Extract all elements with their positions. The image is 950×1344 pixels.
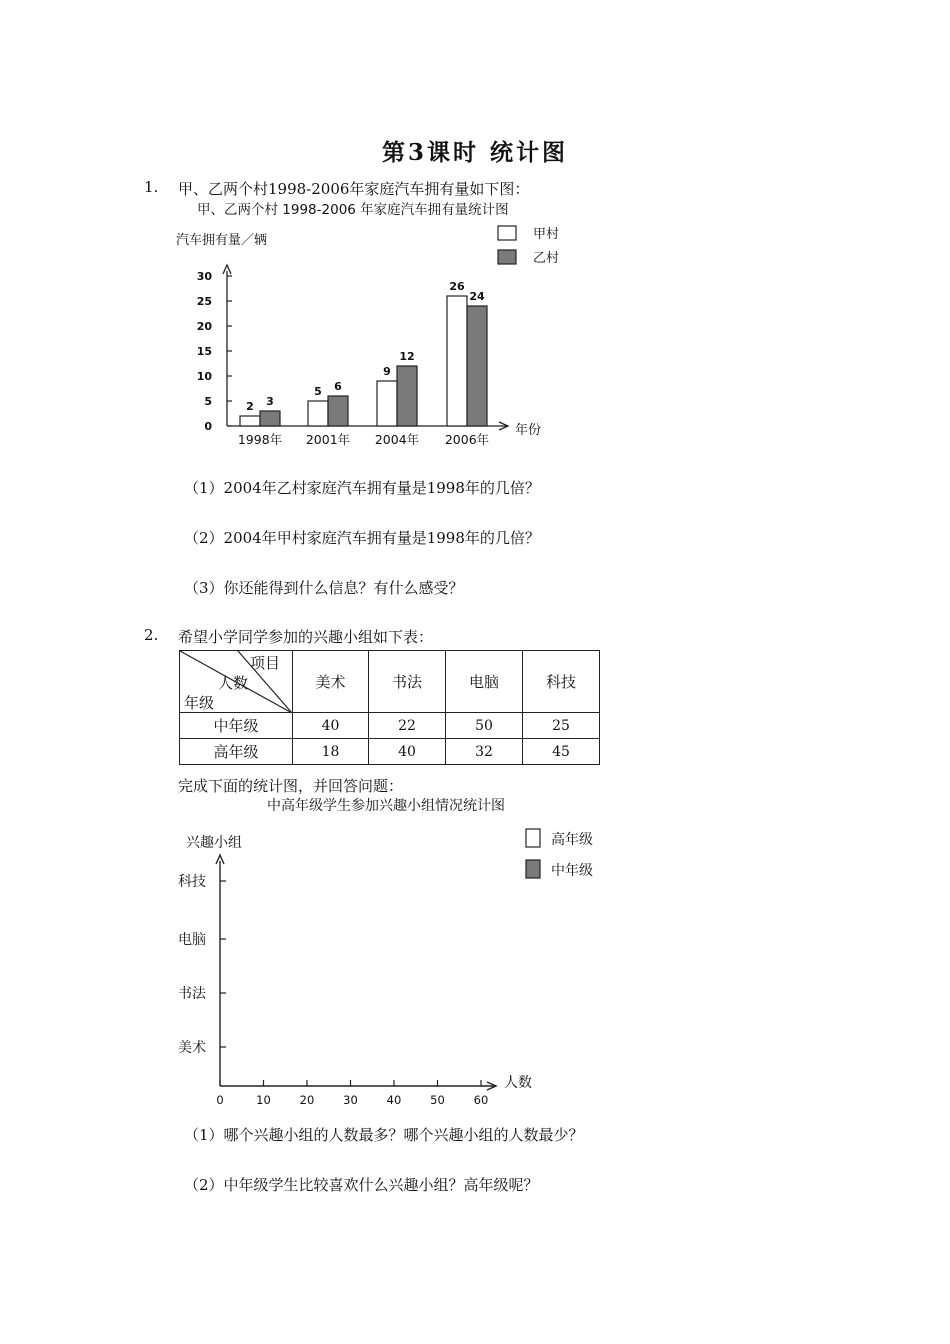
- table-corner-cell: [180, 651, 293, 713]
- x-tick-label: 2004年: [374, 432, 420, 447]
- x-tick-label: 2001年: [305, 432, 351, 447]
- table-cell: 18: [293, 739, 369, 765]
- q1-sub3: （3）你还能得到什么信息？有什么感受？: [184, 579, 464, 597]
- y-tick-label: 10: [196, 370, 212, 383]
- bar-value-label: 24: [469, 290, 485, 303]
- blank-interest-chart: [170, 793, 610, 1113]
- q1-number: 1.: [144, 178, 159, 196]
- blank-category-label: 电脑: [178, 932, 206, 948]
- blank-x-tick-label: 40: [386, 1093, 402, 1107]
- q1-sub1: （1）2004年乙村家庭汽车拥有量是1998年的几倍？: [184, 479, 540, 497]
- car-ownership-chart: [170, 196, 590, 458]
- table-header-computer: 电脑: [446, 651, 523, 713]
- table-cell: 22: [369, 713, 446, 739]
- y-tick-label: 0: [204, 420, 212, 433]
- table-cell: 32: [446, 739, 523, 765]
- row-label-middle: 中年级: [180, 713, 293, 739]
- y-tick-label: 30: [196, 270, 212, 283]
- q1-sub2: （2）2004年甲村家庭汽车拥有量是1998年的几倍？: [184, 529, 540, 547]
- bar-1-1: [328, 396, 348, 426]
- table-header-art: 美术: [293, 651, 369, 713]
- q1-text: 甲、乙两个村1998-2006年家庭汽车拥有量如下图：: [178, 180, 530, 198]
- blank-x-tick-label: 20: [299, 1093, 315, 1107]
- bar-0-3: [447, 296, 467, 426]
- table-row: [180, 739, 600, 765]
- blank-x-axis-label: 人数: [504, 1075, 532, 1091]
- table-cell: 45: [523, 739, 600, 765]
- page-title: 第3课时 统计图: [381, 139, 568, 166]
- q2-text: 希望小学同学参加的兴趣小组如下表：: [178, 628, 434, 646]
- y-tick-label: 15: [196, 345, 212, 358]
- blank-y-axis-label: 兴趣小组: [186, 835, 242, 851]
- bar-0-2: [377, 381, 397, 426]
- blank-x-tick-label: 60: [473, 1093, 489, 1107]
- legend-label-jia: 甲村: [533, 227, 560, 242]
- bar-value-label: 9: [383, 365, 391, 378]
- chart-title: 甲、乙两个村 1998-2006 年家庭汽车拥有量统计图: [197, 202, 509, 218]
- blank-legend-swatch-middle: [526, 860, 540, 878]
- table-row: [180, 713, 600, 739]
- blank-legend-label-middle: 中年级: [551, 863, 593, 879]
- legend-label-yi: 乙村: [533, 251, 560, 266]
- table-header-calligraphy: 书法: [369, 651, 446, 713]
- blank-legend-label-upper: 高年级: [551, 832, 593, 848]
- corner-label-grade: 年级: [184, 694, 215, 712]
- table-cell: 40: [369, 739, 446, 765]
- table-cell: 50: [446, 713, 523, 739]
- blank-category-label: 美术: [178, 1040, 206, 1056]
- row-label-upper: 高年级: [180, 739, 293, 765]
- bar-1-2: [397, 366, 417, 426]
- legend-swatch-jia: [498, 226, 516, 240]
- y-tick-label: 25: [196, 295, 212, 308]
- blank-category-label: 科技: [178, 874, 206, 890]
- bar-value-label: 5: [314, 385, 322, 398]
- bar-value-label: 2: [246, 400, 254, 413]
- table-cell: 40: [293, 713, 369, 739]
- q2-instruction: 完成下面的统计图，并回答问题：: [178, 777, 404, 795]
- bar-value-label: 26: [449, 280, 465, 293]
- blank-x-tick-label: 0: [216, 1093, 224, 1107]
- x-tick-label: 2006年: [444, 432, 490, 447]
- y-axis-label: 汽车拥有量／辆: [176, 233, 268, 248]
- bar-0-1: [308, 401, 328, 426]
- blank-chart-title: 中高年级学生参加兴趣小组情况统计图: [267, 798, 505, 814]
- corner-label-item: 项目: [250, 654, 281, 672]
- interest-group-table: [179, 650, 600, 765]
- bar-1-3: [467, 306, 487, 426]
- corner-label-count: 人数: [218, 674, 249, 692]
- x-axis-label: 年份: [515, 423, 542, 438]
- y-tick-label: 5: [204, 395, 212, 408]
- x-tick-label: 1998年: [237, 432, 283, 447]
- bar-value-label: 12: [399, 350, 415, 363]
- blank-category-label: 书法: [178, 986, 206, 1002]
- y-tick-label: 20: [196, 320, 212, 333]
- bar-value-label: 6: [334, 380, 342, 393]
- q2-number: 2.: [144, 626, 159, 644]
- q2-sub2: （2）中年级学生比较喜欢什么兴趣小组？高年级呢？: [184, 1176, 539, 1194]
- blank-x-tick-label: 10: [256, 1093, 271, 1107]
- legend-swatch-yi: [498, 250, 516, 264]
- table-cell: 25: [523, 713, 600, 739]
- blank-legend-swatch-upper: [526, 829, 540, 847]
- bar-0-0: [240, 416, 260, 426]
- table-header-technology: 科技: [523, 651, 600, 713]
- blank-x-tick-label: 30: [343, 1093, 358, 1107]
- bar-1-0: [260, 411, 280, 426]
- q2-sub1: （1）哪个兴趣小组的人数最多？哪个兴趣小组的人数最少？: [184, 1126, 584, 1144]
- bar-value-label: 3: [266, 395, 274, 408]
- blank-x-tick-label: 50: [430, 1093, 445, 1107]
